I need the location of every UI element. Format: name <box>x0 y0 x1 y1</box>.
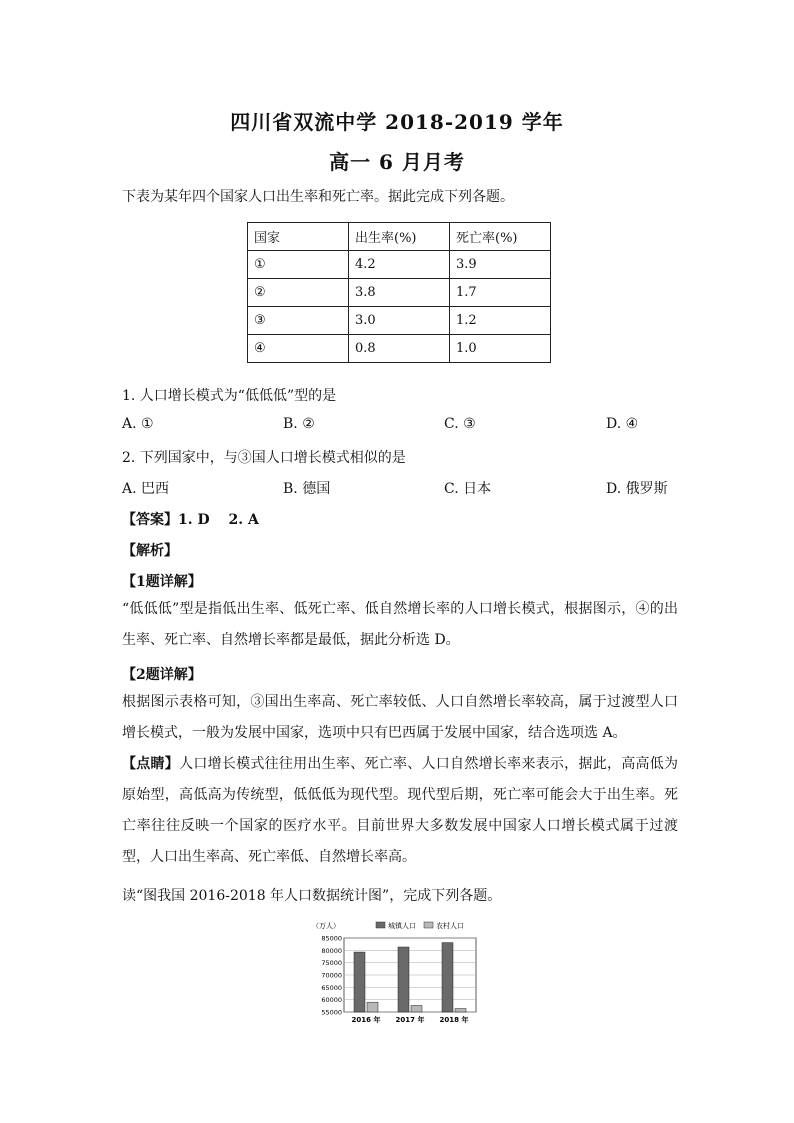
intro-text: 下表为某年四个国家人口出生率和死亡率。据此完成下列各题。 <box>122 189 514 205</box>
chart-intro-text: 读“图我国 2016-2018 年人口数据统计图”，完成下列各题。 <box>122 888 502 904</box>
table-cell: 1.7 <box>450 279 551 307</box>
title-line-2: 高一 6 月月考 <box>329 150 465 174</box>
bar-rural <box>411 1005 422 1012</box>
tip-text: 人口增长模式往往用出生率、死亡率、人口自然增长率来表示，据此，高高低为原始型，高低高为传统型，低低低为现代型。现代型后期，死亡率可能会大于出生率。死亡率往往反映一个国家的医疗水平。目前世界大多数发展中国家人口增长模式属于过渡型，人口出生率高、死亡率低、自然增长率高。 <box>122 756 679 865</box>
question-2-option-c: C. 日本 <box>444 481 492 497</box>
x-tick-label: 2017 年 <box>395 1016 425 1024</box>
question-2-option-d: D. 俄罗斯 <box>606 481 668 497</box>
analysis-heading: 【解析】 <box>122 543 178 559</box>
y-tick-label: 80000 <box>321 946 342 955</box>
bar-urban <box>354 952 365 1012</box>
q1-detail-text: “低低低”型是指低出生率、低死亡率、低自然增长率的人口增长模式，根据图示，④的出生率、死亡率、自然增长率都是最低，据此分析选 D。 <box>122 601 678 648</box>
y-tick-label: 55000 <box>321 1008 342 1017</box>
table-header-cell: 死亡率(%) <box>450 223 551 251</box>
bar-rural <box>367 1002 378 1012</box>
table-cell: 1.2 <box>450 307 551 335</box>
legend-swatch <box>376 922 385 928</box>
q1-detail-heading: 【1题详解】 <box>122 574 202 590</box>
question-2-option-a: A. 巴西 <box>122 481 170 497</box>
question-2-stem: 2. 下列国家中，与③国人口增长模式相似的是 <box>122 450 406 466</box>
x-tick-label: 2018 年 <box>439 1016 469 1024</box>
table-cell: 3.8 <box>349 279 450 307</box>
y-tick-label: 75000 <box>321 959 342 968</box>
table-cell: 3.0 <box>349 307 450 335</box>
question-1-stem: 1. 人口增长模式为“低低低”型的是 <box>122 388 337 404</box>
table-cell: ③ <box>248 307 349 335</box>
title-line-1: 四川省双流中学 2018-2019 学年 <box>230 110 564 134</box>
y-tick-label: 85000 <box>321 934 342 943</box>
bar-urban <box>398 947 409 1012</box>
question-2-option-b: B. 德国 <box>283 481 331 497</box>
table-cell: 4.2 <box>349 251 450 279</box>
x-tick-label: 2016 年 <box>351 1016 381 1024</box>
table-header-row <box>248 223 551 251</box>
table-row <box>248 335 551 363</box>
table-row <box>248 279 551 307</box>
y-tick-label: 65000 <box>321 983 342 992</box>
tip-label: 【点睛】 <box>122 756 180 772</box>
legend-label: 城镇人口 <box>388 922 416 930</box>
table-cell: ④ <box>248 335 349 363</box>
table-cell: 0.8 <box>349 335 450 363</box>
legend-label: 农村人口 <box>436 922 464 930</box>
table-cell: ② <box>248 279 349 307</box>
q2-detail-heading: 【2题详解】 <box>122 667 202 683</box>
question-1-option-a: A. ① <box>122 416 154 432</box>
table-cell: 3.9 <box>450 251 551 279</box>
table-header-cell: 国家 <box>248 223 349 251</box>
y-tick-label: 70000 <box>321 971 342 980</box>
table-cell: ① <box>248 251 349 279</box>
q2-detail-text: 根据图示表格可知，③国出生率高、死亡率较低、人口自然增长率较高，属于过渡型人口增长模式，一般为发展中国家，选项中只有巴西属于发展中国家，结合选项选 A。 <box>122 694 678 741</box>
question-1-option-c: C. ③ <box>444 416 476 432</box>
question-1-option-b: B. ② <box>283 416 315 432</box>
chart-unit-label: （万人） <box>312 922 340 930</box>
tip-paragraph <box>122 749 678 873</box>
question-1-option-d: D. ④ <box>606 416 639 432</box>
table-row <box>248 251 551 279</box>
table-header-cell: 出生率(%) <box>349 223 450 251</box>
population-chart <box>310 918 486 1026</box>
answer-line: 【答案】1. D 2. A <box>122 512 259 528</box>
bar-rural <box>455 1009 466 1012</box>
table-row <box>248 307 551 335</box>
legend-swatch <box>424 922 433 928</box>
bar-urban <box>442 943 453 1012</box>
table-cell: 1.0 <box>450 335 551 363</box>
y-tick-label: 60000 <box>321 996 342 1005</box>
data-table <box>247 222 551 363</box>
